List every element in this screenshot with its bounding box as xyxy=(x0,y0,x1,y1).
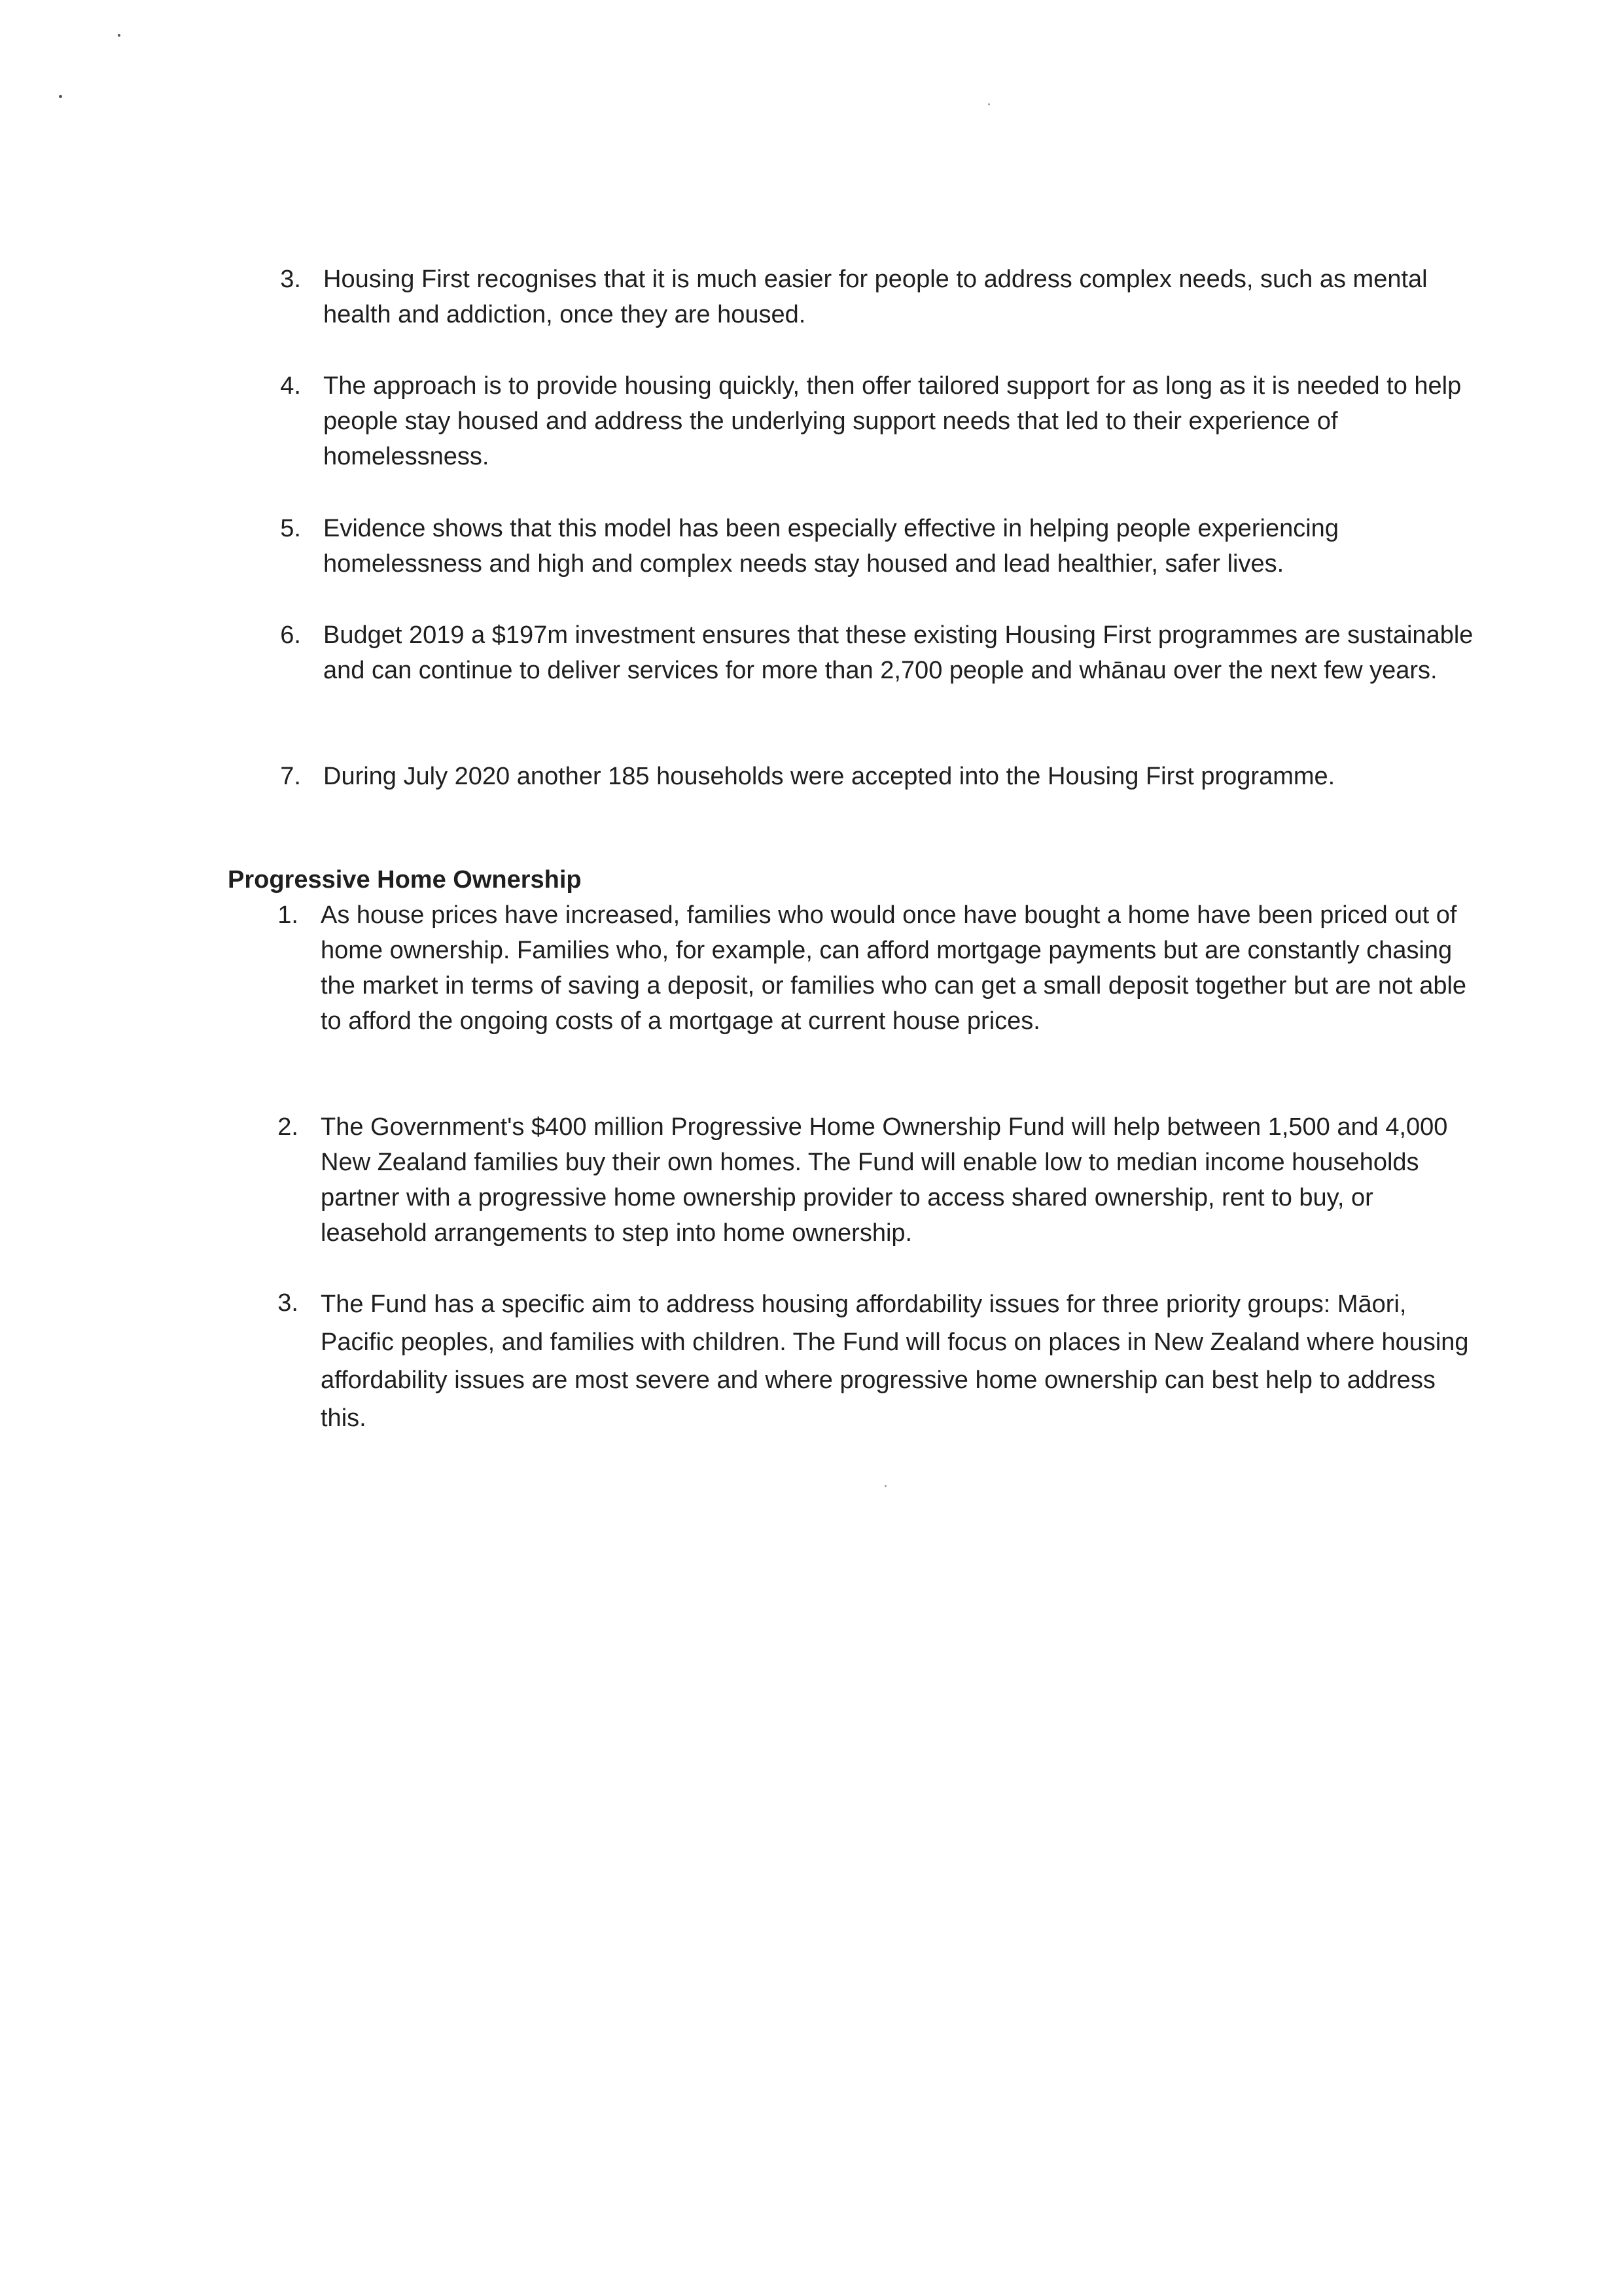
list-item-number: 3. xyxy=(280,266,301,293)
list-item-text: Evidence shows that this model has been especially effective in helping people experiencing homelessness and high and complex needs stay housed and lead healthier, safer lives. xyxy=(323,515,1339,578)
list-item-number: 7. xyxy=(280,763,301,790)
list-item-text: As house prices have increased, families who would once have bought a home have been priced out of home ownership. Families who, for example, can afford mortgage payments but are constantly chasing the market in terms of saving a deposit, or families who can get a small deposit together but are not able to afford the ongoing costs of a mortgage at current house prices. xyxy=(321,901,1467,1035)
scan-speck xyxy=(59,95,62,98)
section-heading: Progressive Home Ownership xyxy=(228,866,582,894)
list-item-text: The Government's $400 million Progressive Home Ownership Fund will help between 1,500 and 4,000 New Zealand families buy their own homes. The Fund will enable low to median income households partner with a progressive home ownership provider to access shared ownership, rent to buy, or leasehold arrangements to step into home ownership. xyxy=(321,1113,1448,1247)
list-item-number: 1. xyxy=(277,901,298,929)
list-item-text: Housing First recognises that it is much easier for people to address complex needs, such as mental health and addiction, once they are housed. xyxy=(323,266,1428,328)
list-item-text: Budget 2019 a $197m investment ensures that these existing Housing First programmes are sustainable and can continue to deliver services for more than 2,700 people and whānau over the next few years. xyxy=(323,621,1474,684)
list-item-text: During July 2020 another 185 households were accepted into the Housing First programme. xyxy=(323,763,1335,790)
scan-speck xyxy=(885,1485,887,1487)
list-item-number: 2. xyxy=(277,1113,298,1141)
scan-speck xyxy=(118,34,120,37)
list-item-number: 6. xyxy=(280,621,301,649)
list-item-number: 3. xyxy=(277,1289,298,1317)
scan-speck xyxy=(988,103,990,105)
list-item-number: 5. xyxy=(280,515,301,542)
list-item-text: The Fund has a specific aim to address housing affordability issues for three priority groups: Māori, Pacific peoples, and families with children. The Fund will focus on places in New Zealand where housing affordability issues are most severe and where progressive home ownership can best help to address this. xyxy=(321,1291,1469,1432)
list-item-text: The approach is to provide housing quickly, then offer tailored support for as long as it is needed to help people stay housed and address the underlying support needs that led to their experience of homelessness. xyxy=(323,372,1462,470)
list-item-number: 4. xyxy=(280,372,301,400)
